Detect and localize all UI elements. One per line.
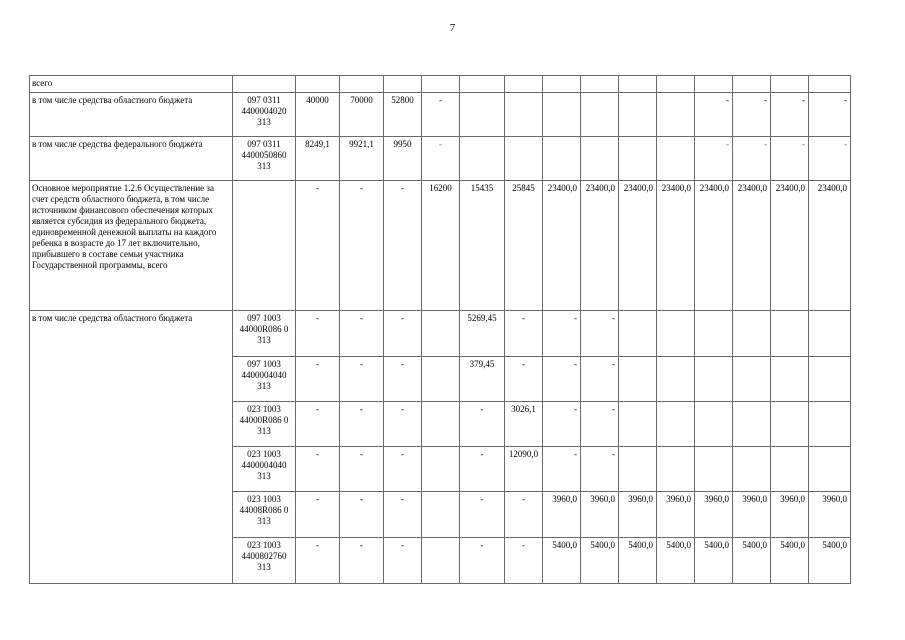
value-cell: - xyxy=(543,311,581,357)
page-number: 7 xyxy=(449,22,456,34)
value-cell: - xyxy=(505,357,543,402)
value-cell xyxy=(619,447,657,492)
value-cell xyxy=(422,402,460,447)
value-cell: - xyxy=(422,93,460,137)
value-cell xyxy=(657,311,695,357)
value-cell: - xyxy=(505,492,543,538)
value-cell xyxy=(695,311,733,357)
value-cell xyxy=(809,402,851,447)
value-cell: 5269,45 xyxy=(460,311,505,357)
value-cell: 9950 xyxy=(384,137,422,181)
value-cell: 5400,0 xyxy=(581,538,619,584)
value-cell xyxy=(505,93,543,137)
table-row xyxy=(30,137,851,181)
value-cell xyxy=(505,137,543,181)
value-cell xyxy=(619,311,657,357)
value-cell xyxy=(340,76,384,93)
value-cell: - xyxy=(296,311,340,357)
value-cell: - xyxy=(296,357,340,402)
value-cell: 52800 xyxy=(384,93,422,137)
value-cell: - xyxy=(340,181,384,311)
value-cell xyxy=(422,76,460,93)
value-cell: - xyxy=(340,538,384,584)
value-cell xyxy=(695,402,733,447)
value-cell: 23400,0 xyxy=(543,181,581,311)
value-cell xyxy=(657,447,695,492)
budget-code: 023 1003 4400004040 313 xyxy=(233,447,296,492)
value-cell xyxy=(422,447,460,492)
value-cell: 23400,0 xyxy=(695,181,733,311)
value-cell: 9921,1 xyxy=(340,137,384,181)
value-cell: - xyxy=(384,402,422,447)
value-cell xyxy=(657,357,695,402)
value-cell: 40000 xyxy=(296,93,340,137)
value-cell: - xyxy=(296,492,340,538)
value-cell: 3960,0 xyxy=(619,492,657,538)
value-cell: - xyxy=(460,402,505,447)
value-cell: - xyxy=(340,402,384,447)
value-cell: 12090,0 xyxy=(505,447,543,492)
value-cell: - xyxy=(460,492,505,538)
value-cell xyxy=(809,447,851,492)
value-cell: 3026,1 xyxy=(505,402,543,447)
value-cell: - xyxy=(384,357,422,402)
value-cell: - xyxy=(384,311,422,357)
budget-table xyxy=(29,75,851,584)
budget-code xyxy=(233,181,296,311)
value-cell: - xyxy=(460,538,505,584)
value-cell: - xyxy=(733,137,771,181)
value-cell: - xyxy=(384,181,422,311)
value-cell: - xyxy=(771,93,809,137)
value-cell: 5400,0 xyxy=(619,538,657,584)
value-cell xyxy=(809,311,851,357)
value-cell xyxy=(460,76,505,93)
value-cell: 23400,0 xyxy=(657,181,695,311)
budget-code: 097 0311 4400004020 313 xyxy=(233,93,296,137)
value-cell: 15435 xyxy=(460,181,505,311)
value-cell: - xyxy=(340,447,384,492)
value-cell: 5400,0 xyxy=(809,538,851,584)
value-cell: - xyxy=(460,447,505,492)
value-cell xyxy=(771,357,809,402)
value-cell xyxy=(543,137,581,181)
value-cell: 3960,0 xyxy=(543,492,581,538)
value-cell: 5400,0 xyxy=(543,538,581,584)
value-cell xyxy=(543,76,581,93)
value-cell xyxy=(422,492,460,538)
value-cell xyxy=(657,76,695,93)
value-cell: - xyxy=(296,402,340,447)
budget-code: 023 1003 44000R086 0 313 xyxy=(233,402,296,447)
value-cell xyxy=(581,76,619,93)
value-cell: 379,45 xyxy=(460,357,505,402)
value-cell: - xyxy=(733,93,771,137)
value-cell: - xyxy=(809,93,851,137)
value-cell xyxy=(422,311,460,357)
value-cell: - xyxy=(543,402,581,447)
table-row xyxy=(30,181,851,311)
value-cell: 23400,0 xyxy=(809,181,851,311)
row-description: в том числе средства областного бюджета xyxy=(30,93,233,137)
value-cell: - xyxy=(505,538,543,584)
value-cell xyxy=(695,447,733,492)
value-cell xyxy=(296,76,340,93)
table-row xyxy=(30,76,851,93)
value-cell: 70000 xyxy=(340,93,384,137)
value-cell xyxy=(657,93,695,137)
value-cell xyxy=(460,137,505,181)
value-cell: - xyxy=(340,357,384,402)
value-cell xyxy=(581,93,619,137)
value-cell xyxy=(733,357,771,402)
row-description: в том числе средства областного бюджета xyxy=(30,311,233,584)
value-cell xyxy=(422,357,460,402)
budget-code: 097 0311 4400050860 313 xyxy=(233,137,296,181)
value-cell: - xyxy=(543,447,581,492)
value-cell: 16200 xyxy=(422,181,460,311)
value-cell xyxy=(733,447,771,492)
value-cell: - xyxy=(340,311,384,357)
budget-code: 097 1003 4400004040 313 xyxy=(233,357,296,402)
value-cell: 23400,0 xyxy=(771,181,809,311)
value-cell xyxy=(695,357,733,402)
value-cell: - xyxy=(505,311,543,357)
value-cell: 3960,0 xyxy=(657,492,695,538)
value-cell xyxy=(771,447,809,492)
value-cell: - xyxy=(771,137,809,181)
budget-table-body xyxy=(30,76,851,584)
value-cell xyxy=(733,76,771,93)
value-cell: 23400,0 xyxy=(581,181,619,311)
value-cell: - xyxy=(543,357,581,402)
value-cell: - xyxy=(340,492,384,538)
value-cell xyxy=(771,311,809,357)
budget-code: 097 1003 44000R086 0 313 xyxy=(233,311,296,357)
value-cell: 23400,0 xyxy=(619,181,657,311)
value-cell: 5400,0 xyxy=(695,538,733,584)
value-cell: 5400,0 xyxy=(657,538,695,584)
value-cell: 8249,1 xyxy=(296,137,340,181)
value-cell: 3960,0 xyxy=(809,492,851,538)
value-cell: 3960,0 xyxy=(581,492,619,538)
value-cell xyxy=(809,357,851,402)
value-cell xyxy=(619,76,657,93)
value-cell: - xyxy=(581,402,619,447)
value-cell xyxy=(422,538,460,584)
value-cell xyxy=(543,93,581,137)
row-description: в том числе средства федерального бюджета xyxy=(30,137,233,181)
budget-code: 023 1003 4400802760 313 xyxy=(233,538,296,584)
value-cell: 25845 xyxy=(505,181,543,311)
value-cell xyxy=(619,402,657,447)
value-cell: - xyxy=(384,492,422,538)
value-cell: - xyxy=(296,538,340,584)
value-cell xyxy=(619,93,657,137)
value-cell: - xyxy=(422,137,460,181)
row-description: Основное мероприятие 1.2.6 Осуществление за счет средств областного бюджета, в том числе источником финансового обеспечения которых является субсидия из федерального бюджета, единовременной денежной выплаты на каждого ребенка в возрасте до 17 лет включительно, прибывшего в составе семьи участника Государственной программы, всего xyxy=(30,181,233,311)
value-cell xyxy=(657,402,695,447)
budget-code xyxy=(233,76,296,93)
value-cell xyxy=(733,311,771,357)
value-cell: - xyxy=(296,447,340,492)
value-cell xyxy=(384,76,422,93)
value-cell: 5400,0 xyxy=(733,538,771,584)
value-cell: - xyxy=(695,93,733,137)
value-cell xyxy=(695,76,733,93)
value-cell: - xyxy=(384,447,422,492)
value-cell xyxy=(619,357,657,402)
value-cell xyxy=(581,137,619,181)
value-cell xyxy=(657,137,695,181)
row-description: всего xyxy=(30,76,233,93)
value-cell: 3960,0 xyxy=(695,492,733,538)
value-cell xyxy=(505,76,543,93)
table-row xyxy=(30,311,851,357)
value-cell: - xyxy=(296,181,340,311)
value-cell: 23400,0 xyxy=(733,181,771,311)
value-cell: - xyxy=(695,137,733,181)
value-cell: 3960,0 xyxy=(733,492,771,538)
value-cell xyxy=(733,402,771,447)
value-cell: - xyxy=(581,447,619,492)
value-cell: - xyxy=(809,137,851,181)
value-cell xyxy=(771,76,809,93)
value-cell: - xyxy=(384,538,422,584)
table-row xyxy=(30,93,851,137)
value-cell xyxy=(771,402,809,447)
value-cell: - xyxy=(581,357,619,402)
value-cell xyxy=(460,93,505,137)
budget-code: 023 1003 44008R086 0 313 xyxy=(233,492,296,538)
value-cell xyxy=(619,137,657,181)
value-cell: - xyxy=(581,311,619,357)
value-cell xyxy=(809,76,851,93)
value-cell: 3960,0 xyxy=(771,492,809,538)
value-cell: 5400,0 xyxy=(771,538,809,584)
